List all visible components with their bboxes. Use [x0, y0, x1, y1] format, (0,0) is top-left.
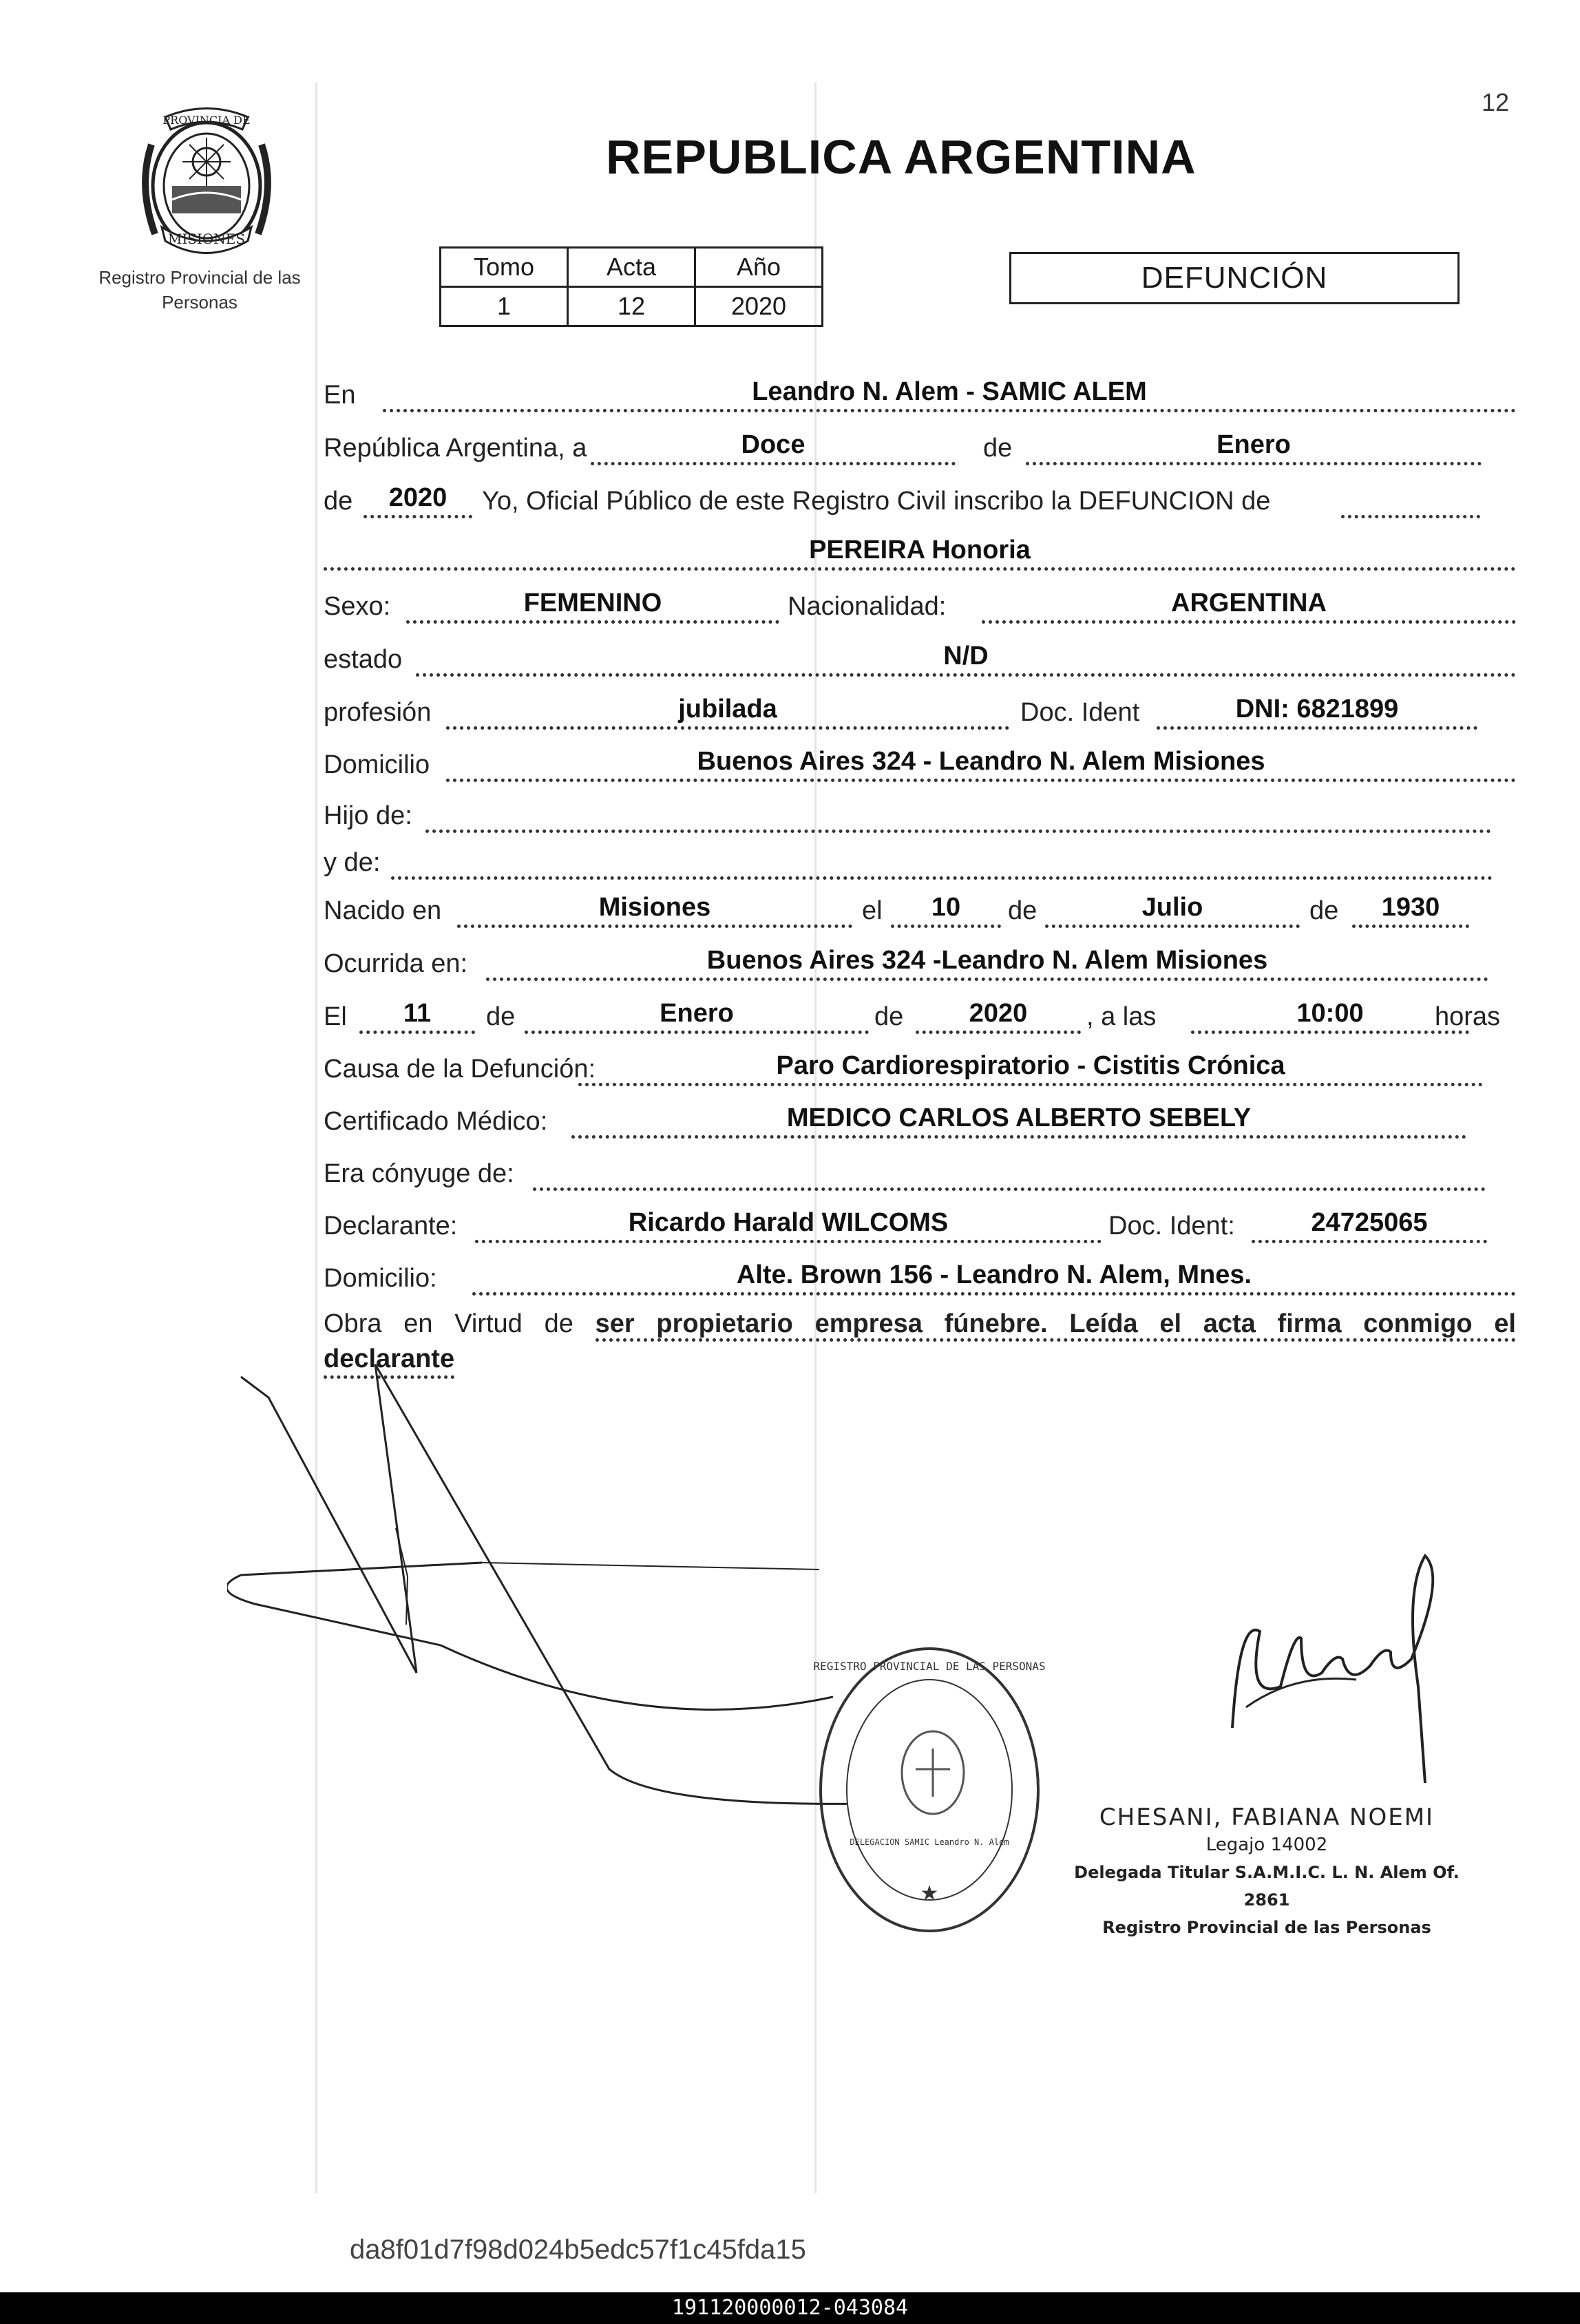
- field-nacido-en: Misiones: [457, 893, 852, 928]
- field-ocurrida-en: Buenos Aires 324 -Leandro N. Alem Misiones: [486, 946, 1488, 981]
- field-nacido-mes: Julio: [1045, 893, 1300, 928]
- official-registro: Registro Provincial de las Personas: [1102, 1918, 1431, 1937]
- field-fallecido: PEREIRA Honoria: [324, 536, 1516, 571]
- provincia-misiones-seal: [124, 96, 289, 262]
- label-certificado: Certificado Médico:: [324, 1107, 548, 1136]
- label-conyuge: Era cónyuge de:: [324, 1159, 514, 1188]
- delegation-round-stamp: [812, 1638, 1046, 1941]
- field-defuncion-anio: 2020: [916, 999, 1081, 1034]
- label-obra: Obra en Virtud de: [324, 1309, 573, 1338]
- label-de-5: de: [486, 1002, 516, 1031]
- label-nacionalidad: Nacionalidad:: [788, 592, 947, 621]
- label-el-cap: El: [324, 1002, 347, 1031]
- record-type-box: DEFUNCIÓN: [1009, 252, 1460, 304]
- label-ocurrida-en: Ocurrida en:: [324, 949, 468, 978]
- label-yo: Yo, Oficial Público de este Registro Civil inscribo la DEFUNCION de: [482, 487, 1271, 516]
- label-domicilio: Domicilio: [324, 750, 430, 779]
- field-lugar: Leandro N. Alem - SAMIC ALEM: [383, 377, 1516, 412]
- field-obra-texto: ser propietario empresa fúnebre. Leída el acta firma conmigo el: [596, 1309, 1516, 1342]
- official-legajo: Legajo 14002: [1205, 1835, 1328, 1855]
- label-a-las: , a las: [1086, 1002, 1157, 1031]
- label-de-6: de: [874, 1002, 904, 1031]
- record-table: [439, 246, 823, 327]
- field-nacionalidad: ARGENTINA: [982, 589, 1516, 624]
- field-estado: N/D: [416, 642, 1516, 677]
- field-doc-ident: DNI: 6821899: [1157, 695, 1477, 730]
- official-name: CHESANI, FABIANA NOEMI: [1099, 1804, 1435, 1831]
- label-de-4: de: [1309, 896, 1339, 925]
- label-estado: estado: [324, 645, 403, 674]
- stamp-inner-text: DELEGACION SAMIC Leandro N. Alem: [850, 1837, 1009, 1847]
- label-de-1: de: [983, 434, 1013, 463]
- label-domicilio-2: Domicilio:: [324, 1264, 437, 1293]
- field-dia-inscripcion: Doce: [591, 430, 956, 465]
- label-nacido-en: Nacido en: [324, 896, 442, 925]
- field-causa: Paro Cardiorespiratorio - Cistitis Crónica: [578, 1051, 1483, 1086]
- field-conyuge: [533, 1156, 1486, 1191]
- label-sexo: Sexo:: [324, 592, 391, 621]
- field-declarante-doc: 24725065: [1252, 1208, 1487, 1243]
- field-sexo: FEMENINO: [406, 589, 779, 624]
- registry-name: Registro Provincial de las Personas: [98, 267, 301, 313]
- field-hijo-de: [425, 798, 1491, 833]
- field-nacido-anio: 1930: [1352, 893, 1469, 928]
- record-value-acta: 12: [568, 287, 695, 326]
- field-y-de: [391, 845, 1493, 880]
- document-title: REPUBLICA ARGENTINA: [606, 130, 1197, 184]
- label-causa: Causa de la Defunción:: [324, 1055, 596, 1084]
- field-domicilio: Buenos Aires 324 - Leandro N. Alem Misiones: [446, 747, 1516, 782]
- field-obra-texto-2: declarante: [324, 1342, 454, 1379]
- field-declarante-domicilio: Alte. Brown 156 - Leandro N. Alem, Mnes.: [472, 1260, 1516, 1296]
- record-value-anio: 2020: [695, 287, 823, 326]
- field-anio-inscripcion: 2020: [364, 483, 472, 518]
- label-horas: horas: [1435, 1002, 1501, 1031]
- label-doc-ident-2: Doc. Ident:: [1108, 1212, 1235, 1240]
- document-hash: da8f01d7f98d024b5edc57f1c45fda15: [350, 2235, 806, 2265]
- svg-text:★: ★: [920, 1882, 939, 1905]
- field-nacido-dia: 10: [891, 893, 1001, 928]
- field-certificado: MEDICO CARLOS ALBERTO SEBELY: [571, 1103, 1466, 1139]
- label-declarante: Declarante:: [324, 1212, 458, 1240]
- seal-text-bottom: MISIONES: [167, 231, 246, 247]
- label-hijo-de: Hijo de:: [324, 801, 412, 830]
- label-republica: República Argentina, a: [324, 434, 587, 463]
- official-cargo: Delegada Titular S.A.M.I.C. L. N. Alem Of. 2861: [1074, 1863, 1460, 1910]
- label-y-de: y de:: [324, 848, 381, 877]
- fold-line-left: [315, 83, 317, 2193]
- field-defuncion-dia: 11: [359, 999, 475, 1034]
- field-declarante: Ricardo Harald WILCOMS: [475, 1208, 1102, 1243]
- page-number: 12: [1482, 88, 1510, 116]
- field-yo-blank: [1341, 483, 1480, 518]
- declarant-signature: [227, 1363, 847, 1824]
- official-signature: [1219, 1549, 1453, 1797]
- record-header-acta: Acta: [568, 248, 695, 287]
- label-en: En: [324, 381, 356, 410]
- record-header-tomo: Tomo: [441, 248, 568, 287]
- label-profesion: profesión: [324, 698, 432, 727]
- label-de-3: de: [1008, 896, 1037, 925]
- footer-id: 191120000012-043084: [0, 2292, 1580, 2324]
- field-mes-inscripcion: Enero: [1026, 430, 1482, 465]
- field-profesion: jubilada: [446, 695, 1009, 730]
- field-defuncion-mes: Enero: [525, 999, 869, 1034]
- field-defuncion-hora: 10:00: [1191, 999, 1469, 1034]
- record-header-anio: Año: [695, 248, 823, 287]
- record-value-tomo: 1: [441, 287, 568, 326]
- label-doc-ident: Doc. Ident: [1020, 698, 1140, 727]
- official-stamp-block: [1060, 1804, 1473, 1941]
- label-de-2: de: [324, 487, 353, 516]
- obra-line: [324, 1306, 1516, 1342]
- stamp-outer-text: REGISTRO PROVINCIAL DE LAS PERSONAS: [813, 1660, 1046, 1673]
- label-el: el: [862, 896, 883, 925]
- seal-text-top: PROVINCIA DE: [162, 114, 251, 127]
